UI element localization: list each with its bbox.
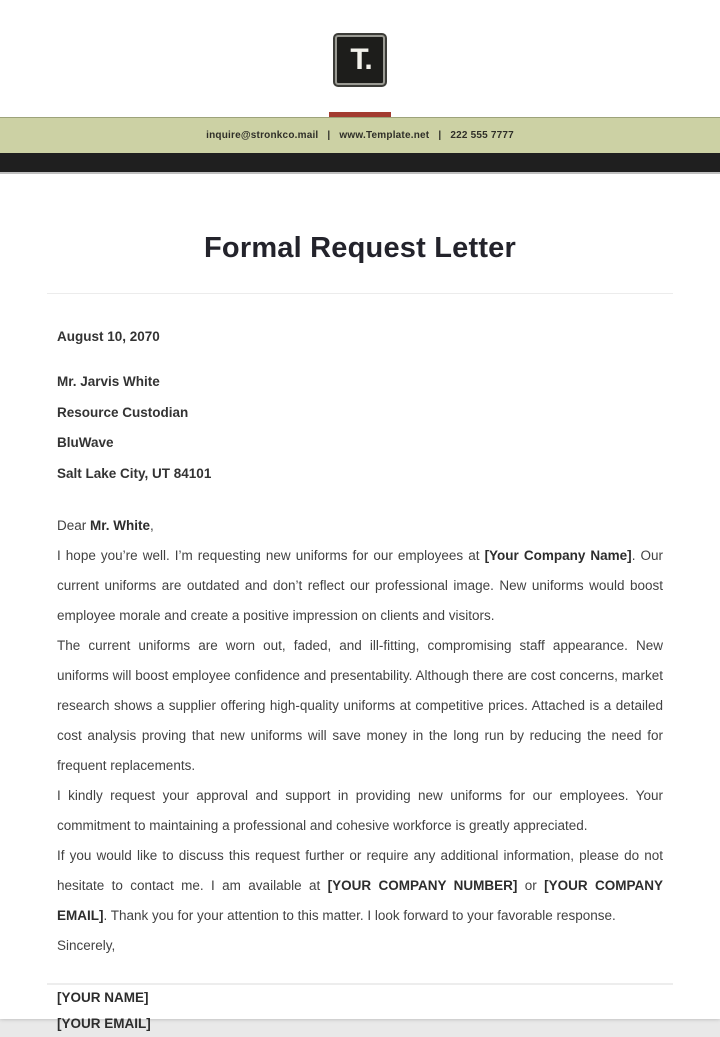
footer-divider bbox=[47, 983, 673, 985]
contact-website: www.Template.net bbox=[339, 130, 430, 141]
title-divider bbox=[47, 293, 673, 294]
letter-date: August 10, 2070 bbox=[57, 329, 160, 344]
company-name-placeholder: [Your Company Name] bbox=[484, 548, 632, 563]
paragraph-1 bbox=[57, 541, 663, 631]
contact-separator: | bbox=[438, 130, 442, 141]
signature-name: [YOUR NAME] bbox=[57, 990, 149, 1005]
paragraph-1-text: I hope you’re well. I’m requesting new uniforms for our employees at bbox=[57, 548, 485, 563]
contact-bar bbox=[0, 117, 720, 153]
page-title: Formal Request Letter bbox=[204, 232, 516, 264]
logo-text: T. bbox=[350, 43, 372, 76]
paragraph-1-text: . Our current uniforms are outdated and don’t reflect our professional image. New uniforms would boost employee morale and create a positive impression on clients and visitors. bbox=[57, 548, 663, 623]
paragraph-4 bbox=[57, 841, 663, 931]
letter-content bbox=[0, 232, 720, 1037]
salutation-suffix: , bbox=[150, 518, 154, 533]
recipient-name: Mr. Jarvis White bbox=[57, 374, 160, 389]
paragraph-4-text: or bbox=[517, 878, 545, 893]
salutation-prefix: Dear bbox=[57, 518, 91, 533]
contact-phone: 222 555 7777 bbox=[450, 130, 514, 141]
recipient-job-title: Resource Custodian bbox=[57, 404, 189, 420]
header-divider-bar bbox=[0, 153, 720, 172]
salutation-name: Mr. White bbox=[90, 518, 151, 533]
signature-email: [YOUR EMAIL] bbox=[57, 1016, 151, 1031]
paragraph-4-text: If you would like to discuss this request further or require any additional information, please do not hesitate to contact me. I am available at bbox=[57, 848, 663, 893]
paragraph-3: I kindly request your approval and support in providing new uniforms for our employees. Your commitment to maintaining a professional and cohesive workforce is greatly appreciated. bbox=[57, 788, 663, 833]
contact-email: inquire@stronkco.mail bbox=[206, 130, 319, 141]
company-email-placeholder: [YOUR COMPANY EMAIL] bbox=[57, 878, 663, 923]
company-number-placeholder: [YOUR COMPANY NUMBER] bbox=[327, 878, 518, 893]
recipient-company: BluWave bbox=[57, 435, 114, 450]
contact-separator: | bbox=[327, 130, 331, 141]
recipient-block bbox=[57, 367, 663, 489]
brand-logo bbox=[335, 35, 385, 85]
letter-body bbox=[57, 511, 663, 961]
signature-block bbox=[57, 985, 663, 1037]
paragraph-2: The current uniforms are worn out, faded, and ill-fitting, compromising staff appearance. New uniforms will boost employee confidence and presentability. Although there are cost concerns, market research shows a supplier offering high-quality uniforms at competitive prices. Attached is a detailed cost analysis proving that new uniforms will save money in the long run by reducing the need for frequent replacements. bbox=[57, 638, 663, 773]
salutation bbox=[57, 511, 663, 541]
letterhead bbox=[0, 0, 720, 117]
paragraph-4-text: . Thank you for your attention to this matter. I look forward to your favorable response. bbox=[103, 908, 616, 923]
closing: Sincerely, bbox=[57, 938, 116, 953]
accent-line bbox=[329, 112, 391, 117]
recipient-address: Salt Lake City, UT 84101 bbox=[57, 465, 212, 481]
